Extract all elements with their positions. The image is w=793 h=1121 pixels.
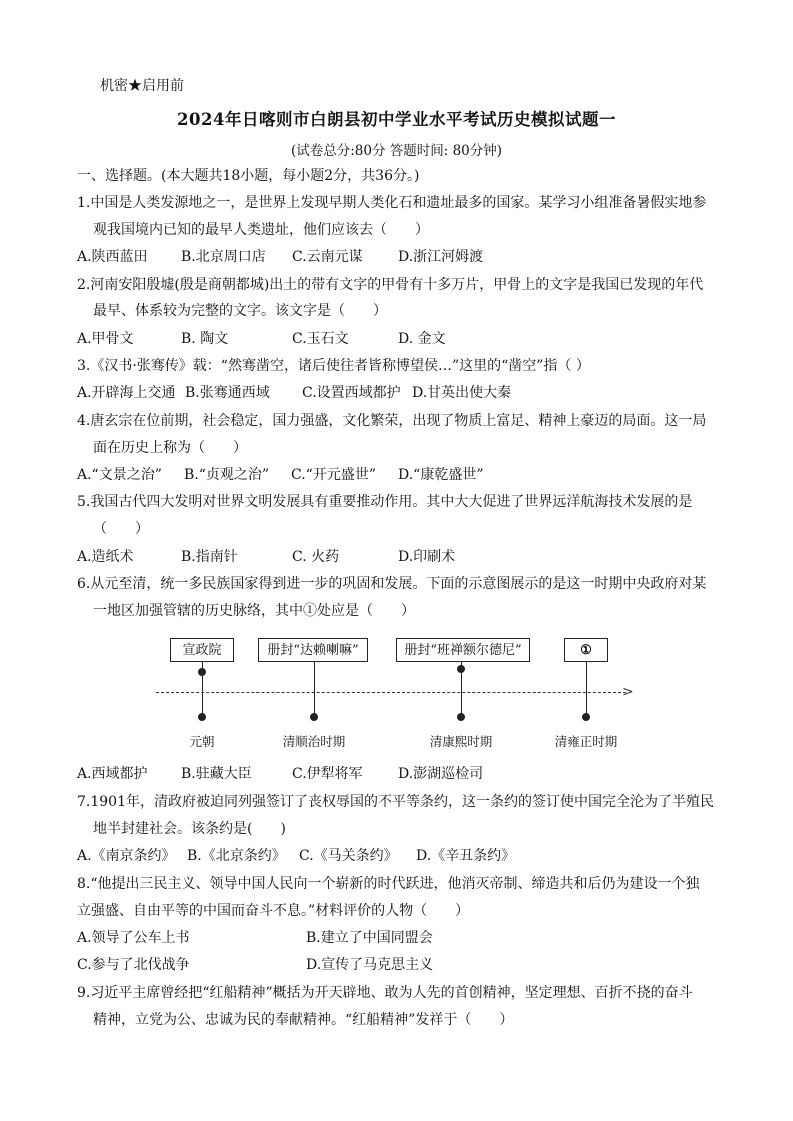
option-7-c: C.《马关条约》: [299, 848, 398, 864]
option-1-d: D.浙江河姆渡: [398, 249, 484, 265]
timeline-diagram: [150, 628, 650, 753]
option-5-b: B.指南针: [181, 549, 238, 565]
option-3-c: C.设置西域都护: [302, 385, 401, 401]
timeline-arrow-icon: >: [622, 684, 634, 700]
timeline-dot-3a: [457, 665, 465, 673]
question-2-line-1: 2.河南安阳殷墟(殷是商朝都城)出土的带有文字的甲骨有十多万片，甲骨上的文字是我国已发现的年代: [77, 277, 704, 293]
option-5-c: C. 火药: [292, 549, 340, 565]
timeline-box-3: 册封“班禅额尔德尼”: [396, 638, 530, 662]
question-6-line-2: 一地区加强管辖的历史脉络，其中①处应是（ ）: [93, 603, 415, 619]
question-8-line-2: 立强盛、自由平等的中国而奋斗不息。”材料评价的人物（ ）: [77, 903, 470, 919]
option-5-a: A.造纸术: [77, 549, 134, 565]
confidential-label: 机密★启用前: [100, 78, 184, 94]
timeline-dot-1a: [198, 668, 206, 676]
question-4-line-2: 面在历史上称为（ ）: [93, 440, 247, 456]
question-1-line-2: 观我国境内已知的最早人类遗址，他们应该去（ ）: [93, 222, 429, 238]
timeline-dot-3b: [457, 713, 465, 721]
timeline-dot-4: [582, 713, 590, 721]
question-5-line-2: （ ）: [93, 521, 149, 537]
option-8-b: B.建立了中国同盟会: [306, 930, 433, 946]
option-6-a: A.西域都护: [77, 766, 148, 782]
option-2-a: A.甲骨文: [77, 331, 134, 347]
section-heading: 一、选择题。(本大题共18小题，每小题2分，共36分。): [77, 168, 420, 184]
option-1-c: C.云南元谋: [292, 249, 363, 265]
question-7-line-1: 7.1901年，清政府被迫同列强签订了丧权辱国的不平等条约，这一条约的签订使中国完全沦为了半殖民: [77, 794, 714, 810]
option-2-c: C.玉石文: [292, 331, 349, 347]
timeline-box-1: 宣政院: [170, 638, 234, 662]
option-2-d: D. 金文: [398, 331, 446, 347]
option-7-a: A.《南京条约》: [77, 848, 176, 864]
option-3-b: B.张骞通西域: [185, 385, 270, 401]
timeline-stem-4: [586, 662, 587, 716]
timeline-label-2: 清顺治时期: [282, 734, 346, 749]
timeline-box-4: ①: [564, 638, 608, 662]
question-5-line-1: 5.我国古代四大发明对世界文明发展具有重要推动作用。其中大大促进了世界远洋航海技术发展的是: [77, 494, 693, 510]
option-8-a: A.领导了公车上书: [77, 930, 190, 946]
option-8-d: D.宣传了马克思主义: [306, 957, 434, 973]
option-2-b: B. 陶文: [181, 331, 229, 347]
question-6-line-1: 6.从元至清，统一多民族国家得到进一步的巩固和发展。下面的示意图展示的是这一时期中央政府对某: [77, 576, 707, 592]
timeline-label-4: 清雍正时期: [554, 734, 618, 749]
exam-subtitle: (试卷总分:80分 答题时间: 80分钟): [290, 143, 503, 159]
timeline-box-2: 册封“达赖喇嘛”: [258, 638, 368, 662]
option-6-b: B.驻藏大臣: [181, 766, 252, 782]
timeline-label-3: 清康熙时期: [429, 734, 493, 749]
option-4-b: B.“贞观之治”: [184, 467, 270, 483]
option-7-d: D.《辛丑条约》: [416, 848, 516, 864]
timeline-dot-2: [310, 713, 318, 721]
option-6-d: D.澎湖巡检司: [398, 766, 484, 782]
exam-title: 2024年日喀则市白朗县初中学业水平考试历史模拟试题一: [177, 110, 616, 129]
option-4-a: A.“文景之治”: [77, 467, 162, 483]
timeline-dot-1b: [198, 713, 206, 721]
option-8-c: C.参与了北伐战争: [77, 957, 190, 973]
option-6-c: C.伊犁将军: [292, 766, 363, 782]
timeline-axis: [156, 692, 626, 693]
option-5-d: D.印刷术: [398, 549, 456, 565]
question-8-line-1: 8.“他提出三民主义、领导中国人民向一个崭新的时代跃进，他消灭帝制、缔造共和后仍为建设一个独: [77, 876, 700, 892]
option-3-d: D.甘英出使大秦: [412, 385, 512, 401]
option-1-b: B.北京周口店: [181, 249, 266, 265]
option-4-d: D.“康乾盛世”: [398, 467, 484, 483]
question-9-line-2: 精神，立党为公、忠诚为民的奉献精神。“红船精神”发祥于（ ）: [93, 1012, 514, 1028]
question-1-line-1: 1.中国是人类发源地之一，是世界上发现早期人类化石和遗址最多的国家。某学习小组准备暑假实地参: [77, 195, 707, 211]
question-4-line-1: 4.唐玄宗在位前期，社会稳定，国力强盛，文化繁荣，出现了物质上富足、精神上豪迈的局面。这一局: [77, 413, 707, 429]
option-1-a: A.陕西蓝田: [77, 249, 148, 265]
option-3-a: A.开辟海上交通: [77, 385, 176, 401]
option-7-b: B.《北京条约》: [187, 848, 286, 864]
timeline-label-1: 元朝: [189, 734, 215, 749]
option-4-c: C.“开元盛世”: [291, 467, 376, 483]
question-7-line-2: 地半封建社会。该条约是( ): [93, 821, 286, 837]
timeline-stem-2: [314, 662, 315, 716]
question-2-line-2: 最早、体系较为完整的文字。该文字是（ ）: [93, 303, 387, 319]
question-9-line-1: 9.习近平主席曾经把“红船精神”概括为开天辟地、敢为人先的首创精神，坚定理想、百折不挠的奋斗: [77, 985, 693, 1001]
question-3-line-1: 3.《汉书·张骞传》载：“然骞凿空，诸后使往者皆称博望侯…”这里的“凿空”指（ ）: [77, 358, 590, 374]
